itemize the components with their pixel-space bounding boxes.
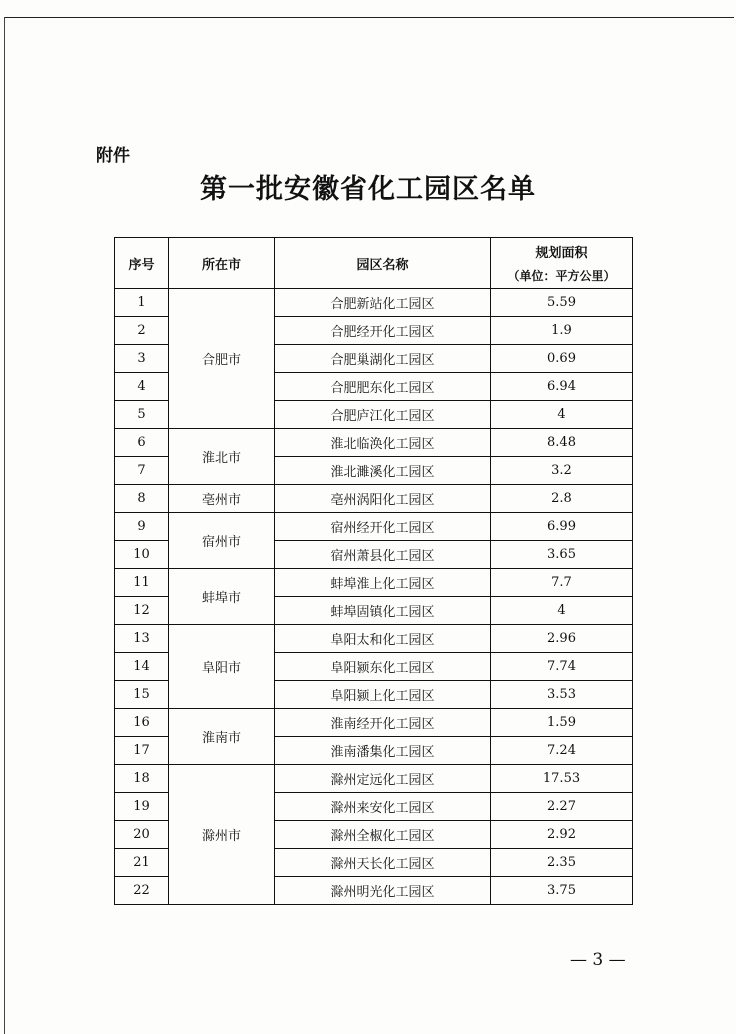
table-row <box>115 765 633 793</box>
cell-city: 蚌埠市 <box>169 569 275 625</box>
cell-planned-area: 7.74 <box>491 653 633 681</box>
cell-seq: 13 <box>115 625 169 653</box>
cell-seq: 19 <box>115 793 169 821</box>
cell-seq: 14 <box>115 653 169 681</box>
cell-park-name: 淮北临涣化工园区 <box>275 429 491 457</box>
cell-park-name: 滁州来安化工园区 <box>275 793 491 821</box>
cell-park-name: 阜阳颍东化工园区 <box>275 653 491 681</box>
cell-seq: 4 <box>115 373 169 401</box>
cell-park-name: 亳州涡阳化工园区 <box>275 485 491 513</box>
cell-park-name: 合肥新站化工园区 <box>275 289 491 317</box>
cell-planned-area: 8.48 <box>491 429 633 457</box>
cell-city: 合肥市 <box>169 289 275 429</box>
cell-park-name: 滁州明光化工园区 <box>275 877 491 905</box>
cell-planned-area: 2.96 <box>491 625 633 653</box>
cell-seq: 7 <box>115 457 169 485</box>
cell-park-name: 蚌埠固镇化工园区 <box>275 597 491 625</box>
cell-planned-area: 1.9 <box>491 317 633 345</box>
header-planned-area <box>491 238 633 289</box>
header-area-unit: （单位：平方公里） <box>507 269 616 283</box>
cell-city: 淮北市 <box>169 429 275 485</box>
cell-park-name: 蚌埠淮上化工园区 <box>275 569 491 597</box>
cell-seq: 18 <box>115 765 169 793</box>
scan-edge-top <box>4 17 734 18</box>
cell-planned-area: 2.27 <box>491 793 633 821</box>
table-header-row <box>115 238 633 289</box>
cell-park-name: 宿州经开化工园区 <box>275 513 491 541</box>
header-area-title: 规划面积 <box>535 246 588 261</box>
cell-seq: 21 <box>115 849 169 877</box>
cell-city: 宿州市 <box>169 513 275 569</box>
cell-planned-area: 6.94 <box>491 373 633 401</box>
cell-park-name: 阜阳颍上化工园区 <box>275 681 491 709</box>
cell-city: 淮南市 <box>169 709 275 765</box>
table-row <box>115 569 633 597</box>
cell-planned-area: 7.7 <box>491 569 633 597</box>
cell-planned-area: 4 <box>491 597 633 625</box>
cell-city: 滁州市 <box>169 765 275 905</box>
cell-seq: 12 <box>115 597 169 625</box>
cell-park-name: 合肥庐江化工园区 <box>275 401 491 429</box>
cell-seq: 8 <box>115 485 169 513</box>
cell-planned-area: 3.65 <box>491 541 633 569</box>
cell-park-name: 淮南潘集化工园区 <box>275 737 491 765</box>
cell-seq: 16 <box>115 709 169 737</box>
cell-park-name: 阜阳太和化工园区 <box>275 625 491 653</box>
cell-city: 阜阳市 <box>169 625 275 709</box>
cell-seq: 3 <box>115 345 169 373</box>
cell-seq: 5 <box>115 401 169 429</box>
table-row <box>115 289 633 317</box>
cell-park-name: 淮南经开化工园区 <box>275 709 491 737</box>
cell-seq: 17 <box>115 737 169 765</box>
table-row <box>115 513 633 541</box>
cell-planned-area: 3.75 <box>491 877 633 905</box>
table-body <box>115 289 633 905</box>
header-city: 所在市 <box>169 238 275 289</box>
table-row <box>115 429 633 457</box>
page-number: — 3 — <box>570 950 626 970</box>
header-park-name: 园区名称 <box>275 238 491 289</box>
cell-planned-area: 2.92 <box>491 821 633 849</box>
cell-seq: 20 <box>115 821 169 849</box>
cell-seq: 11 <box>115 569 169 597</box>
cell-park-name: 宿州萧县化工园区 <box>275 541 491 569</box>
cell-seq: 1 <box>115 289 169 317</box>
cell-planned-area: 4 <box>491 401 633 429</box>
cell-park-name: 合肥经开化工园区 <box>275 317 491 345</box>
table-row <box>115 485 633 513</box>
header-seq: 序号 <box>115 238 169 289</box>
cell-planned-area: 6.99 <box>491 513 633 541</box>
attachment-label: 附件 <box>96 146 130 166</box>
cell-park-name: 合肥肥东化工园区 <box>275 373 491 401</box>
table-row <box>115 625 633 653</box>
cell-seq: 2 <box>115 317 169 345</box>
document-title: 第一批安徽省化工园区名单 <box>200 174 536 205</box>
cell-city: 亳州市 <box>169 485 275 513</box>
cell-planned-area: 2.8 <box>491 485 633 513</box>
cell-park-name: 滁州天长化工园区 <box>275 849 491 877</box>
cell-planned-area: 1.59 <box>491 709 633 737</box>
cell-planned-area: 0.69 <box>491 345 633 373</box>
cell-park-name: 淮北濉溪化工园区 <box>275 457 491 485</box>
cell-planned-area: 7.24 <box>491 737 633 765</box>
cell-planned-area: 5.59 <box>491 289 633 317</box>
chemical-park-table <box>114 237 633 905</box>
cell-planned-area: 3.53 <box>491 681 633 709</box>
cell-park-name: 合肥巢湖化工园区 <box>275 345 491 373</box>
cell-seq: 22 <box>115 877 169 905</box>
cell-seq: 6 <box>115 429 169 457</box>
cell-planned-area: 3.2 <box>491 457 633 485</box>
cell-seq: 9 <box>115 513 169 541</box>
cell-seq: 15 <box>115 681 169 709</box>
table-row <box>115 709 633 737</box>
cell-planned-area: 17.53 <box>491 765 633 793</box>
cell-planned-area: 2.35 <box>491 849 633 877</box>
cell-park-name: 滁州定远化工园区 <box>275 765 491 793</box>
cell-park-name: 滁州全椒化工园区 <box>275 821 491 849</box>
cell-seq: 10 <box>115 541 169 569</box>
